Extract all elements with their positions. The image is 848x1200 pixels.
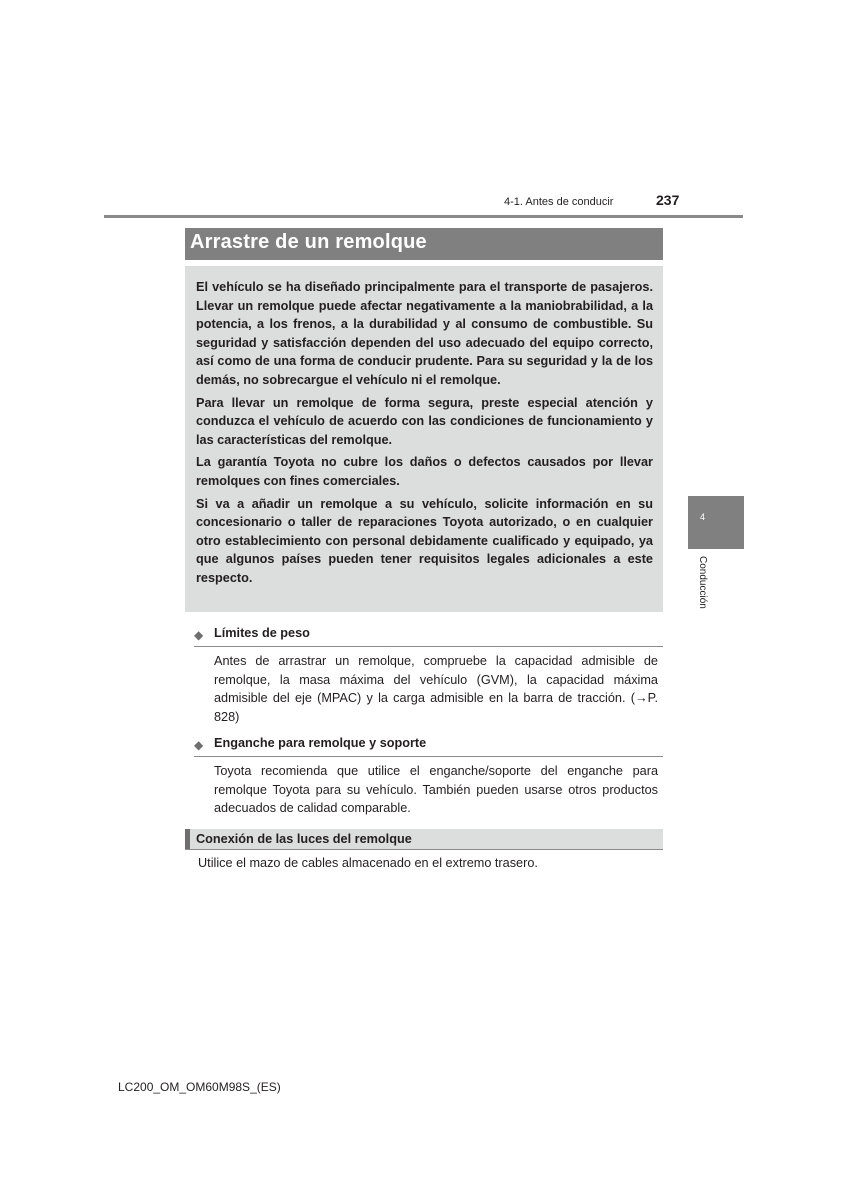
note-paragraph: Para llevar un remolque de forma segura, preste especial atención y conduzca el vehículo de acuerdo con las condiciones de funcionamiento y las características del remolque.: [196, 395, 653, 447]
section-heading-label: Conexión de las luces del remolque: [196, 832, 412, 846]
running-header-section: 4-1. Antes de conducir: [504, 196, 614, 208]
subsection-body-text: Toyota recomienda que utilice el enganche/soporte del enganche para remolque Toyota para su vehículo. También pueden usarse otros productos adecuados de calidad comparable.: [214, 764, 658, 816]
note-paragraph: Si va a añadir un remolque a su vehículo, solicite información en su concesionario o taller de reparaciones Toyota autorizado, o en cualquier otro establecimiento con personal debidamente cualificado y equipado, ya que algunos países pueden tener requisitos legales adicionales a este respecto.: [196, 496, 653, 585]
note-paragraph: La garantía Toyota no cubre los daños o defectos causados por llevar remolques con fines comerciales.: [196, 455, 653, 488]
header-divider: [104, 215, 743, 218]
note-paragraph: El vehículo se ha diseñado principalmente para el transporte de pasajeros. Llevar un remolque puede afectar negativamente a la maniobrabilidad, a la potencia, a los frenos, a la durabilidad y al consumo de combustible. Su seguridad y satisfacción dependen del uso adecuado del equipo correcto, así como de una forma de conducir prudente. Para su seguridad y la de los demás, no sobrecargue el vehículo ni el remolque.: [196, 280, 653, 387]
subsection-heading-label: Enganche para remolque y soporte: [214, 736, 427, 750]
diamond-bullet-icon: ◆: [194, 738, 204, 752]
subsection-heading-weight-limits: [194, 626, 663, 647]
section-accent-stripe: [185, 829, 190, 849]
chapter-label: Conducción: [697, 556, 708, 609]
subsection-heading-label: Límites de peso: [214, 626, 310, 640]
page-title: Arrastre de un remolque: [190, 231, 427, 253]
title-bar: [185, 228, 663, 260]
page-number: 237: [656, 192, 680, 208]
chapter-number: 4: [700, 512, 706, 522]
section-heading-bar: [185, 829, 663, 850]
subsection-heading-hitch: [194, 736, 663, 757]
chapter-tab: [688, 496, 744, 549]
section-body-text: Utilice el mazo de cables almacenado en el extremo trasero.: [198, 856, 538, 870]
footer-doc-code: LC200_OM_OM60M98S_(ES): [118, 1080, 281, 1094]
warning-note-box: [185, 266, 663, 612]
diamond-bullet-icon: ◆: [194, 628, 204, 642]
subsection-body-text: Antes de arrastrar un remolque, compruebe la capacidad admisible de remolque, la masa máxima del vehículo (GVM), la capacidad máxima admisible del eje (MPAC) y la carga admisible en la barra de tracción. (→P. 828): [214, 654, 658, 725]
